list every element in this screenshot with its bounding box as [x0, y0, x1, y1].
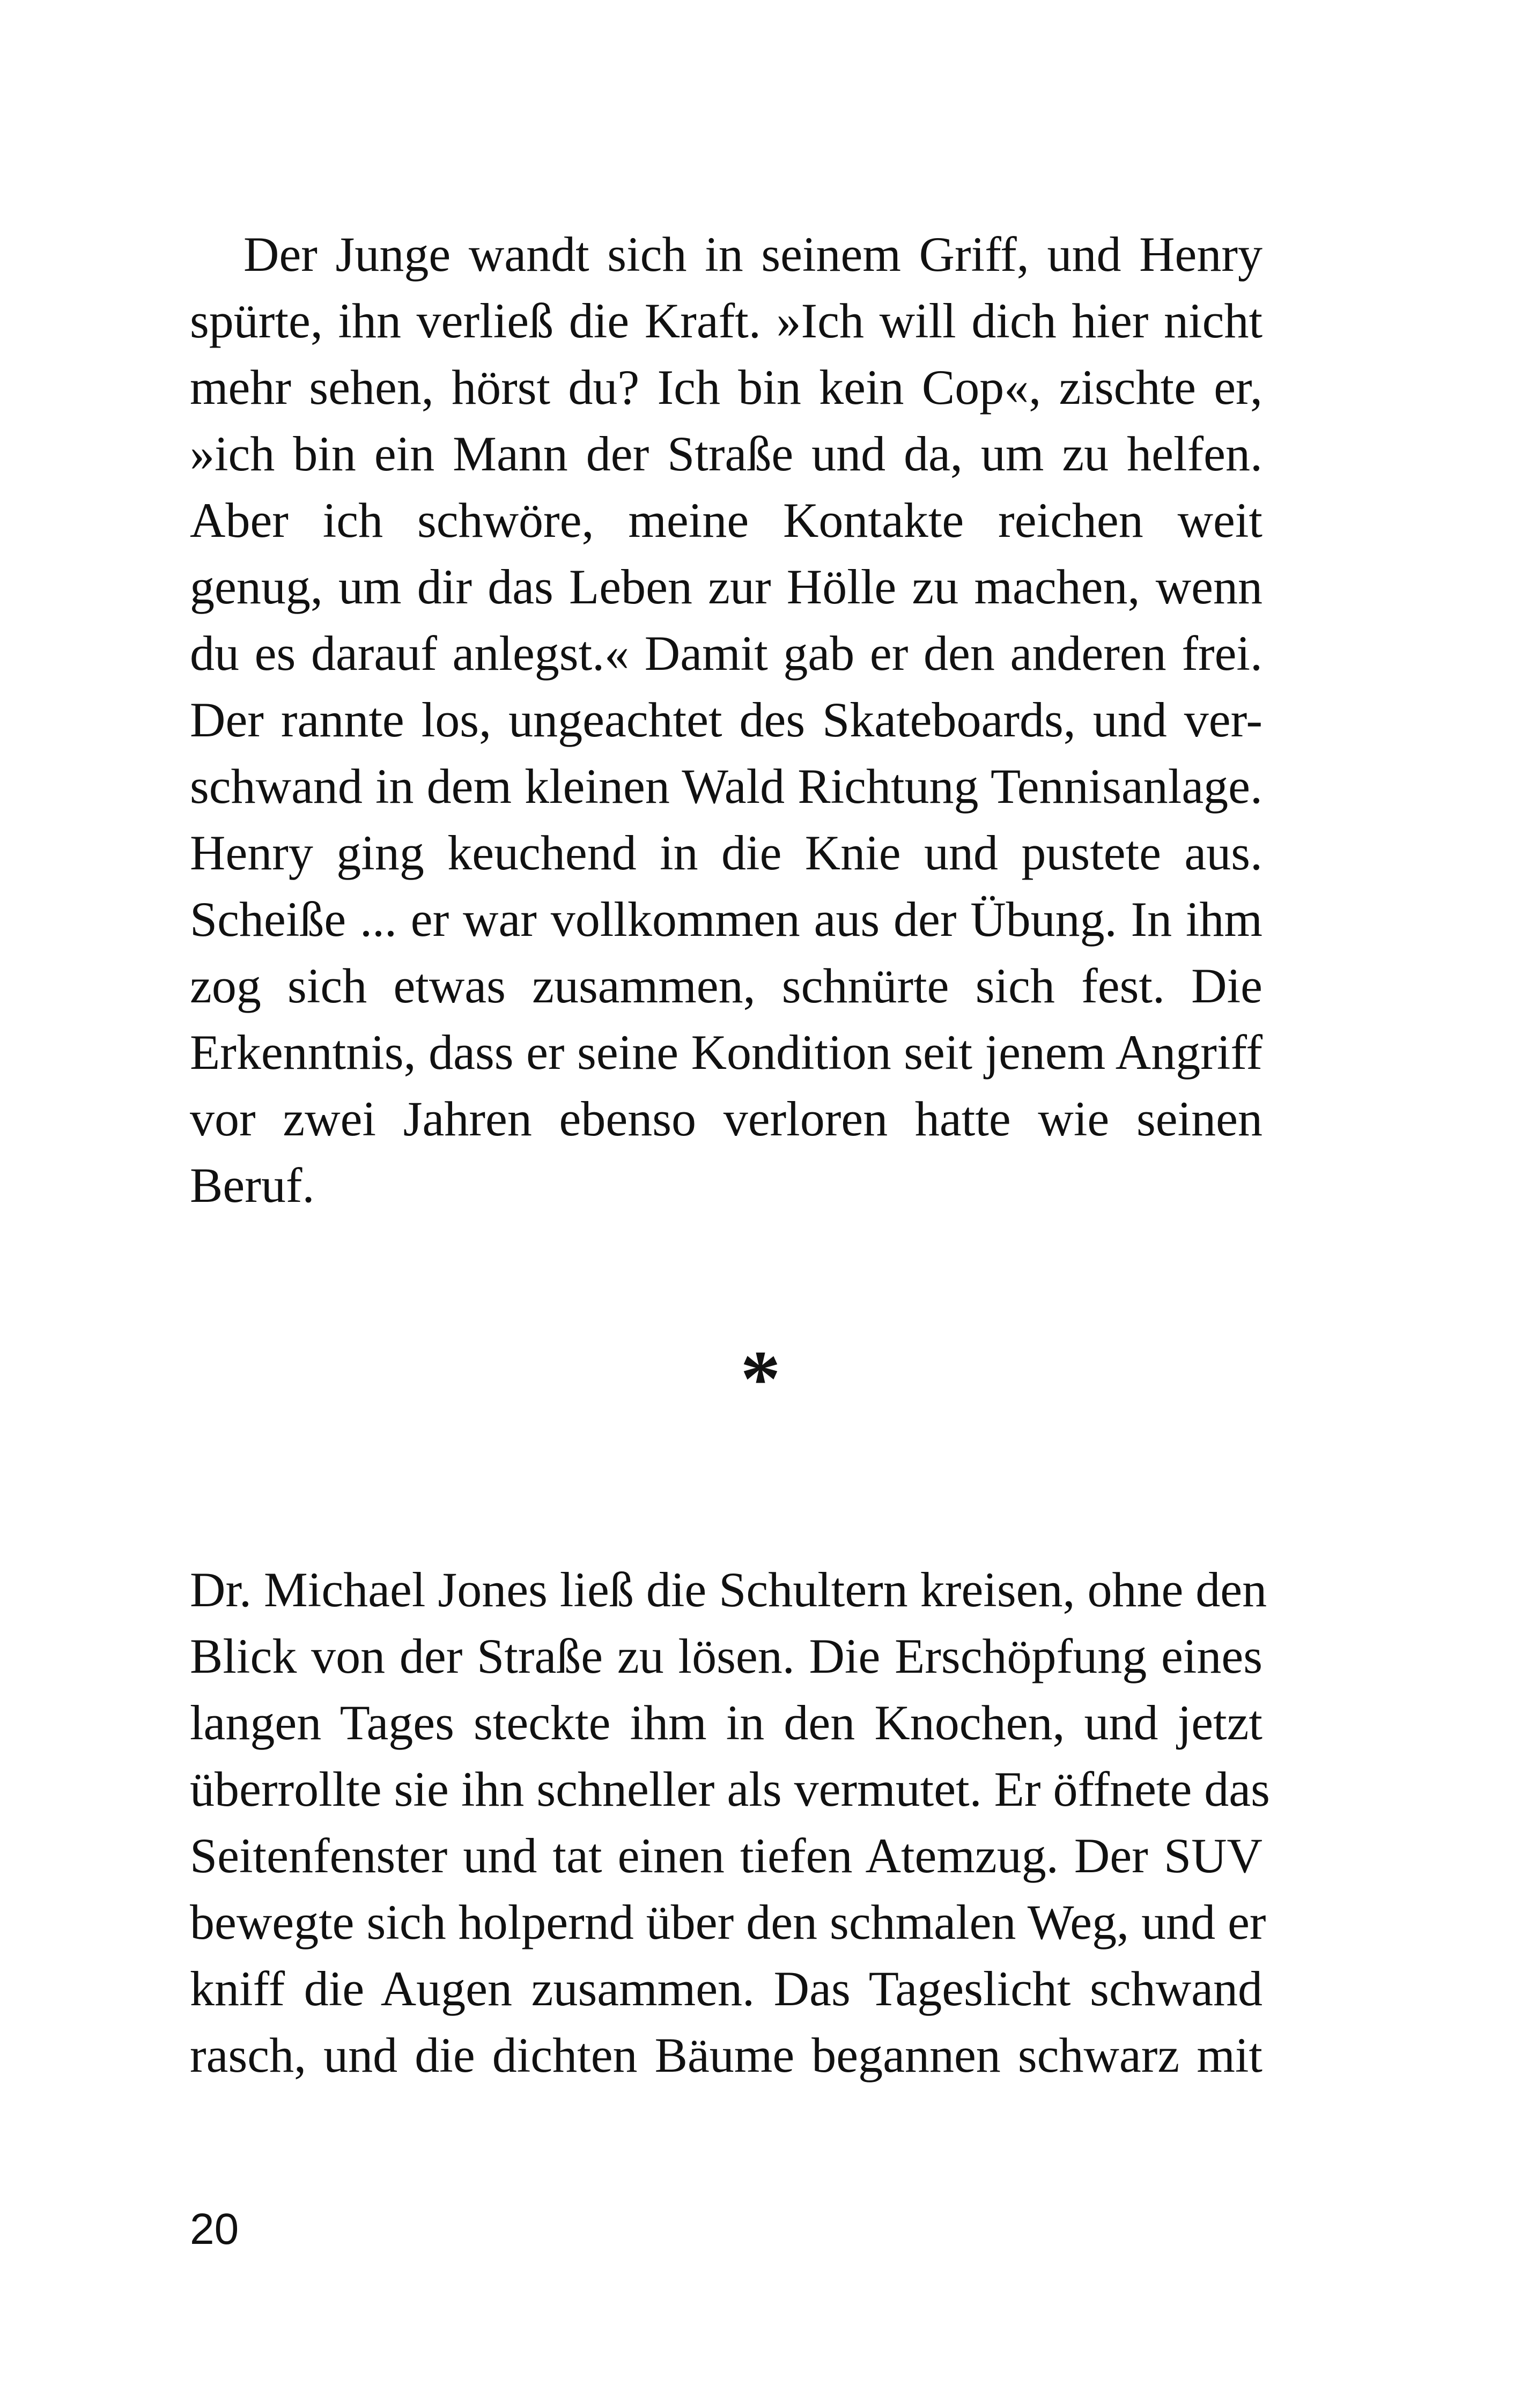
text-line: Henry ging keuchend in die Knie und pustete aus.: [190, 825, 1262, 880]
paragraph-henry: [190, 221, 1262, 1218]
text-line: mehr sehen, hörst du? Ich bin kein Cop«, zischte er,: [190, 360, 1262, 415]
section-separator: *: [740, 1334, 781, 1423]
text-line: Blick von der Straße zu lösen. Die Erschöpfung eines: [190, 1629, 1262, 1683]
text-line: Beruf.: [190, 1158, 315, 1213]
text-line: Dr. Michael Jones ließ die Schultern kreisen, ohne den: [190, 1562, 1267, 1617]
page-number: 20: [190, 2205, 239, 2254]
text-line: Erkenntnis, dass er seine Kondition seit jenem Angriff: [190, 1025, 1262, 1080]
text-line: zog sich etwas zusammen, schnürte sich fest. Die: [190, 958, 1262, 1013]
text-line: Scheiße ... er war vollkommen aus der Übung. In ihm: [190, 892, 1262, 947]
text-line: Seitenfenster und tat einen tiefen Atemzug. Der SUV: [190, 1828, 1262, 1883]
paragraph-michael-jones: [190, 1556, 1270, 2088]
text-line: bewegte sich holpernd über den schmalen Weg, und er: [190, 1895, 1266, 1949]
text-line: spürte, ihn verließ die Kraft. »Ich will dich hier nicht: [190, 293, 1262, 348]
text-line: »ich bin ein Mann der Straße und da, um zu helfen.: [190, 426, 1262, 481]
text-line: schwand in dem kleinen Wald Richtung Tennisanlage.: [190, 759, 1262, 814]
text-line: langen Tages steckte ihm in den Knochen, und jetzt: [190, 1695, 1262, 1750]
text-line: Der rannte los, ungeachtet des Skateboards, und ver-: [190, 692, 1262, 747]
text-line: vor zwei Jahren ebenso verloren hatte wie seinen: [190, 1091, 1262, 1146]
text-line: kniff die Augen zusammen. Das Tageslicht schwand: [190, 1961, 1262, 2016]
text-line: rasch, und die dichten Bäume begannen schwarz mit: [190, 2028, 1262, 2082]
text-line: überrollte sie ihn schneller als vermutet. Er öffnete das: [190, 1762, 1270, 1816]
text-line: du es darauf anlegst.« Damit gab er den anderen frei.: [190, 626, 1262, 681]
text-line: genug, um dir das Leben zur Hölle zu machen, wenn: [190, 559, 1262, 614]
text-line: Der Junge wandt sich in seinem Griff, und Henry: [243, 227, 1262, 282]
text-line: Aber ich schwöre, meine Kontakte reichen weit: [190, 493, 1262, 548]
